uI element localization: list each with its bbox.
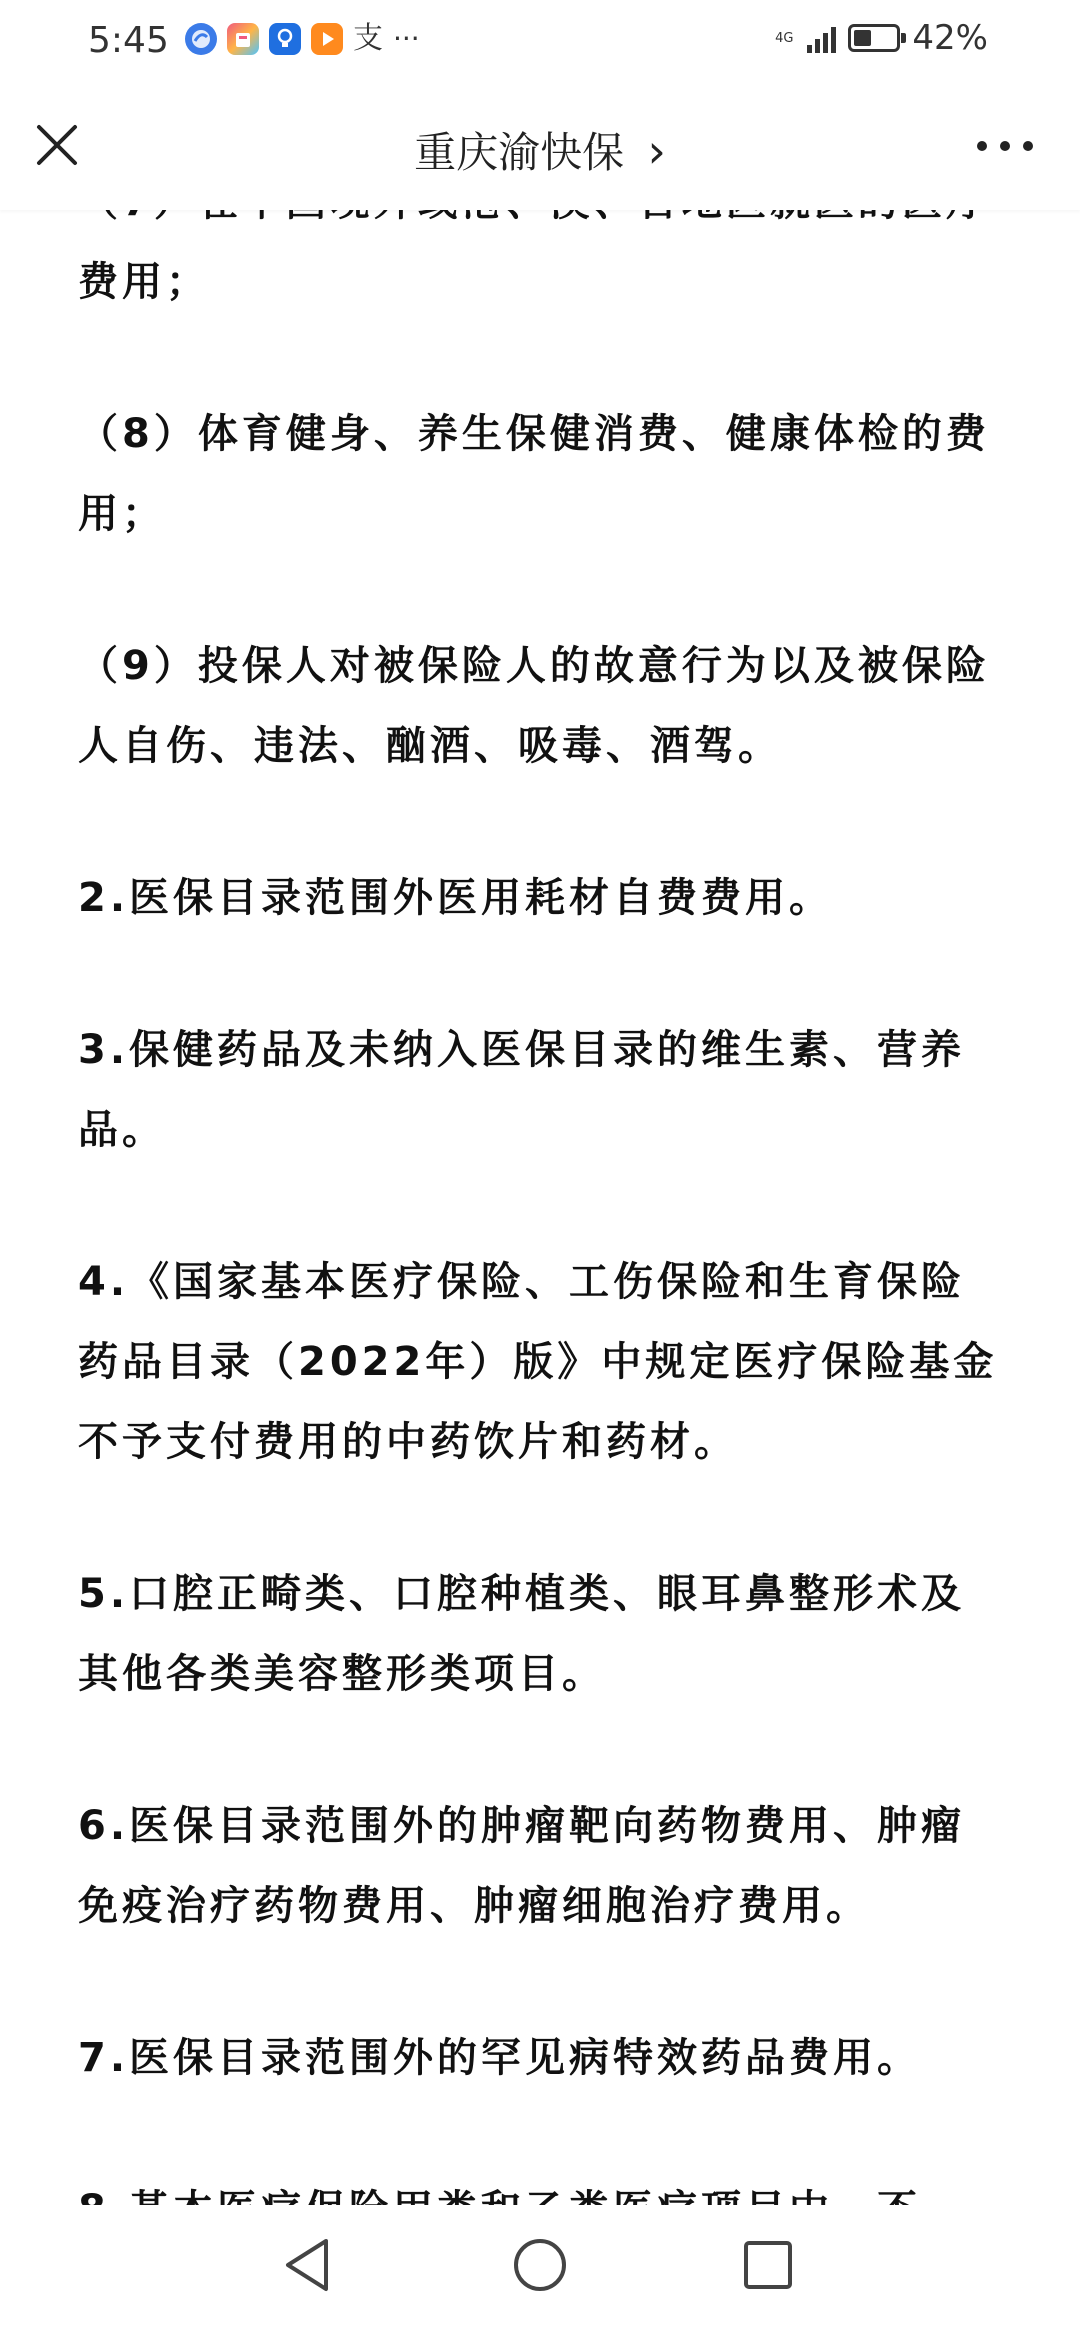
paragraph: （9）投保人对被保险人的故意行为以及被保险人自伤、违法、酗酒、吸毒、酒驾。 — [78, 643, 990, 769]
recents-button[interactable] — [728, 2225, 808, 2305]
home-button[interactable] — [500, 2225, 580, 2305]
status-time: 5:45 — [88, 20, 169, 61]
paragraph: 6.医保目录范围外的肿瘤靶向药物费用、肿瘤免疫治疗药物费用、肿瘤细胞治疗费用。 — [78, 1803, 966, 1929]
system-nav-bar — [0, 2205, 1080, 2340]
paragraph: 费用； — [78, 259, 210, 305]
taskbox-icon — [227, 23, 259, 55]
play-icon — [311, 23, 343, 55]
recents-icon — [728, 2225, 808, 2305]
more-icon — [970, 126, 1040, 166]
status-bar — [0, 0, 1080, 82]
notification-icons — [185, 22, 420, 55]
paragraph: 3.保健药品及未纳入医保目录的维生素、营养品。 — [78, 1027, 966, 1153]
home-icon — [500, 2225, 580, 2305]
system-indicators — [775, 18, 988, 58]
back-button[interactable] — [268, 2225, 348, 2305]
more-button[interactable] — [970, 126, 1040, 166]
battery-fill — [854, 30, 871, 46]
paragraph: （8）体育健身、养生保健消费、健康体检的费用； — [78, 411, 990, 537]
article-scroll-area[interactable] — [0, 210, 1080, 2205]
chevron-right-icon: › — [647, 124, 666, 178]
more-notifications-icon: ··· — [393, 22, 420, 55]
page-title: 重庆渝快保 — [414, 128, 625, 177]
browser-icon — [185, 23, 217, 55]
paragraph: 4.《国家基本医疗保险、工伤保险和生育保险药品目录（2022年）版》中规定医疗保险基金不予支付费用的中药饮片和药材。 — [78, 1259, 998, 1465]
network-type: 4G — [775, 30, 794, 46]
bulb-icon — [269, 23, 301, 55]
paragraph: 5.口腔正畸类、口腔种植类、眼耳鼻整形术及其他各类美容整形类项目。 — [78, 1571, 966, 1697]
page-title-link[interactable] — [0, 120, 1080, 180]
battery-percent: 42% — [912, 18, 988, 58]
back-icon — [268, 2225, 348, 2305]
top-nav-bar — [0, 82, 1080, 210]
article-body — [78, 162, 1008, 2322]
signal-icon — [807, 23, 836, 53]
battery-icon — [848, 24, 900, 52]
paragraph: 7.医保目录范围外的罕见病特效药品费用。 — [78, 2035, 922, 2081]
alipay-icon: 支 — [353, 20, 383, 56]
paragraph: 2.医保目录范围外医用耗材自费费用。 — [78, 875, 834, 921]
